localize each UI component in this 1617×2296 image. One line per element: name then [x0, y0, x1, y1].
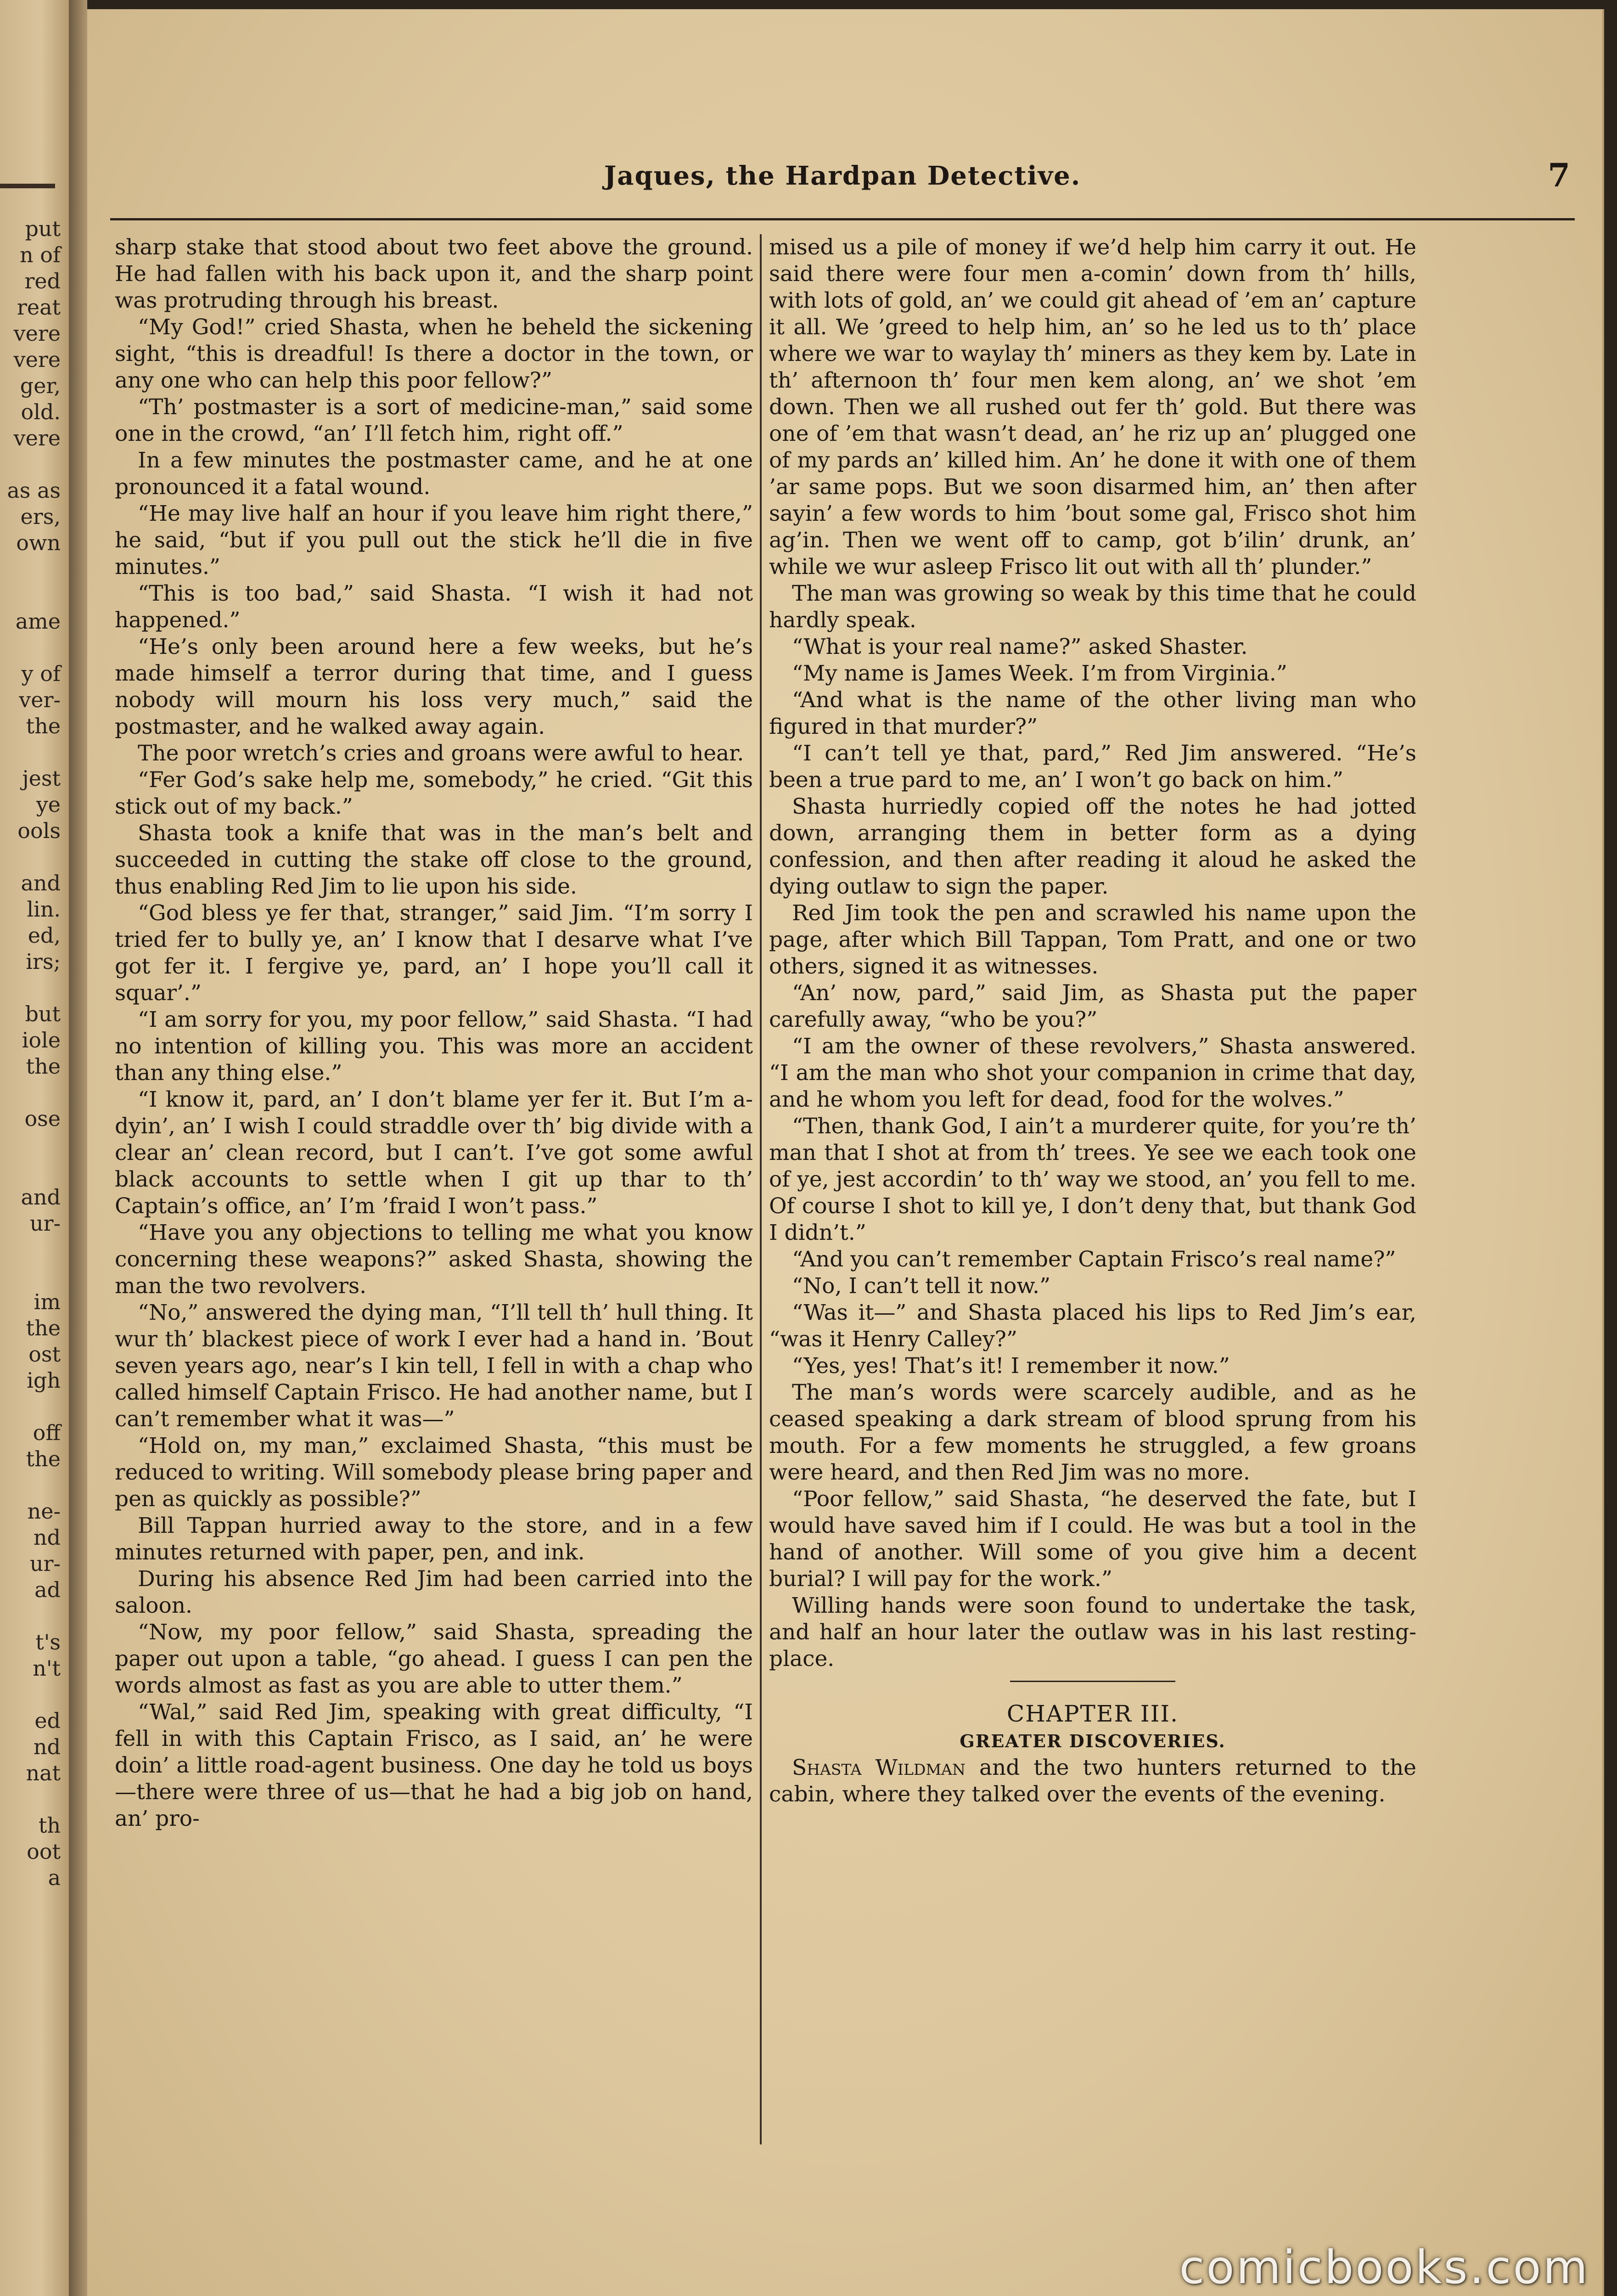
- left_column-paragraph: “God bless ye fer that, stranger,” said Jim. “I’m sorry I tried fer to bully ye, an’ I know that I desarve what I’ve got fer it. I fergive ye, pard, an’ I hope you’ll call it squar’.”: [115, 900, 753, 1006]
- right_column-paragraph: “Poor fellow,” said Shasta, “he deserved the fate, but I would have saved him if I could. He was but a tool in the hand of another. Will some of you give him a decent burial? I will pay for the work.”: [769, 1486, 1416, 1592]
- right_column-paragraph: mised us a pile of money if we’d help him carry it out. He said there were four men a-comin’ down from th’ hills, with lots of gold, an’ we could git ahead of ’em an’ capture it all. We ’greed to help him, an’ so he led us to th’ place where we war to waylay th’ miners as they kem by. Late in th’ afternoon th’ four men kem along, an’ we shot ’em down. Then we all rushed out fer th’ gold. But there was one of ’em that wasn’t dead, an’ he riz up an’ plugged one of my pards an’ killed him. An’ he done it with one of them ’ar same pops. But we soon disarmed him, an’ then after sayin’ a few words to him ’bout some gal, Frisco shot him ag’in. Then we went off to camp, got b’ilin’ drunk, an’ while we wur asleep Frisco lit out with all th’ plunder.”: [769, 235, 1416, 580]
- facing-page-fragment: n't: [33, 1656, 61, 1681]
- facing-page-fragment: ed: [34, 1708, 61, 1733]
- facing-page-fragment: put: [25, 216, 61, 241]
- running-title: Jaques, the Hardpan Detective.: [604, 161, 1081, 191]
- header-rule: [110, 218, 1575, 220]
- facing-page-fragment: nat: [26, 1761, 61, 1785]
- chapter-rule: [1010, 1681, 1175, 1682]
- left_column-paragraph: “Now, my poor fellow,” said Shasta, spreading the paper out upon a table, “go ahead. I guess I can pen the words almost as fast as you are able to utter them.”: [115, 1620, 753, 1698]
- facing-page-fragment: the: [26, 1446, 61, 1471]
- facing-page-fragment: a: [48, 1865, 61, 1890]
- facing-page-fragment: igh: [27, 1368, 61, 1393]
- facing-page-fragment: ose: [24, 1106, 61, 1131]
- facing-page-fragment: [0, 635, 61, 661]
- facing-page-fragment: own: [16, 530, 61, 555]
- facing-page-fragment: ers,: [20, 504, 61, 529]
- right_column-paragraph: “No, I can’t tell it now.”: [792, 1273, 1050, 1299]
- facing-page-fragment: ne-: [27, 1499, 61, 1524]
- facing-page-fragment: t's: [35, 1630, 61, 1654]
- left-column: [115, 234, 753, 2140]
- left_column-paragraph: Bill Tappan hurried away to the store, and in a few minutes returned with paper, pen, and ink.: [115, 1513, 753, 1565]
- facing-page-fragment: [0, 1263, 61, 1289]
- left_column-paragraph: “Th’ postmaster is a sort of medicine-man,” said some one in the crowd, “an’ I’ll fetch him, right off.”: [115, 394, 753, 446]
- left_column-paragraph: During his absence Red Jim had been carried into the saloon.: [115, 1566, 753, 1618]
- facing-page-fragment: [0, 1682, 61, 1708]
- right_column-paragraph: “And you can’t remember Captain Frisco’s real name?”: [792, 1247, 1396, 1272]
- facing-page-fragment: n of: [20, 242, 61, 267]
- right_column-paragraph: “Was it—” and Shasta placed his lips to Red Jim’s ear, “was it Henry Calley?”: [769, 1300, 1416, 1352]
- facing-page-fragment: [0, 1394, 61, 1420]
- facing-page-fragment: and: [21, 871, 61, 895]
- chapter-heading: CHAPTER III.: [1006, 1700, 1179, 1727]
- facing-page-fragment: and: [21, 1185, 61, 1210]
- facing-page-fragment: vere: [13, 321, 61, 346]
- facing-page-fragment: ost: [28, 1342, 61, 1367]
- facing-page-fragment: jest: [22, 766, 61, 791]
- facing-page-fragment: [0, 582, 61, 608]
- right_column-paragraph: Shasta hurriedly copied off the notes he had jotted down, arranging them in better form as a dying confession, and then after reading it aloud he asked the dying outlaw to sign the paper.: [769, 794, 1416, 899]
- facing-page-fragment: [0, 1158, 61, 1184]
- right_column-paragraph: “Yes, yes! That’s it! I remember it now.”: [792, 1353, 1230, 1379]
- facing-page-fragment: old.: [21, 400, 61, 424]
- facing-page-fragment: the: [26, 1316, 61, 1340]
- facing-page-fragment: [0, 1472, 61, 1498]
- facing-page-fragment: iole: [22, 1028, 61, 1052]
- facing-page-fragment: reat: [17, 295, 61, 320]
- facing-page-fragment: ed,: [28, 923, 61, 948]
- left_column-paragraph: “Wal,” said Red Jim, speaking with great difficulty, “I fell in with this Captain Frisco, as I said, an’ he were doin’ a little road-agent business. One day he told us boys—there were three of us—that he had a big job on hand, an’ pro-: [115, 1699, 753, 1831]
- right_column-paragraph: The man’s words were scarcely audible, and as he ceased speaking a dark stream of blood sprung from his mouth. For a few moments he struggled, a few groans were heard, and then Red Jim was no more.: [769, 1380, 1416, 1485]
- running-header: [110, 156, 1575, 211]
- left_column-paragraph: “I know it, pard, an’ I don’t blame yer fer it. But I’m a-dyin’, an’ I wish I could straddle over th’ big divide with a clear an’ clean record, but I can’t. I’ve got some awful black accounts to settle when I git up thar to th’ Captain’s office, an’ I’m ’fraid I won’t pass.”: [115, 1087, 753, 1219]
- facing-page-fragment: [0, 1080, 61, 1106]
- left_column-paragraph: “Fer God’s sake help me, somebody,” he cried. “Git this stick out of my back.”: [115, 767, 753, 819]
- chapter-opening-paragraph: [769, 1755, 1416, 1808]
- site-watermark: comicbooks.com: [1179, 2240, 1589, 2294]
- binding-gutter: [69, 0, 87, 2296]
- left_column-paragraph: “My God!” cried Shasta, when he beheld the sickening sight, “this is dreadful! Is there a doctor in the town, or any one who can help this poor fellow?”: [115, 315, 753, 393]
- left_column-paragraph: “He’s only been around here a few weeks, but he’s made himself a terror during that time, and I guess nobody will mourn his loss very much,” said the postmaster, and he walked away again.: [115, 634, 753, 739]
- left_column-paragraph: “Have you any objections to telling me what you know concerning these weapons?” asked Shasta, showing the man the two revolvers.: [115, 1220, 753, 1299]
- facing-page-fragment: off: [33, 1420, 61, 1445]
- facing-page-fragment: the: [26, 714, 61, 738]
- facing-page-fragment: th: [38, 1813, 61, 1838]
- facing-page-fragment: nd: [33, 1525, 61, 1550]
- facing-page-fragment: as as: [7, 478, 61, 503]
- left_column-paragraph: “This is too bad,” said Shasta. “I wish it had not happened.”: [115, 581, 753, 633]
- chapter-subheading: GREATER DISCOVERIES.: [960, 1731, 1226, 1751]
- facing-page-fragment: nd: [33, 1734, 61, 1759]
- facing-page-fragment: ad: [34, 1577, 61, 1602]
- facing-page-left: [0, 0, 69, 2296]
- facing-page-fragments: [0, 216, 61, 1891]
- facing-page-fragment: [0, 1603, 61, 1629]
- right_column-paragraph: “An’ now, pard,” said Jim, as Shasta put the paper carefully away, “who be you?”: [769, 980, 1416, 1032]
- facing-page-fragment: ur-: [29, 1551, 61, 1576]
- facing-page-fragment: ye: [36, 792, 61, 817]
- facing-page-fragment: irs;: [26, 949, 61, 974]
- left_column-paragraph: “No,” answered the dying man, “I’ll tell th’ hull thing. It wur th’ blackest piece of work I ever had a hand in. ’Bout seven years ago, near’s I kin tell, I fell in with a chap who called himself Captain Frisco. He had another name, but I can’t remember what it was—”: [115, 1300, 753, 1432]
- left_column-paragraph: “Hold on, my man,” exclaimed Shasta, “this must be reduced to writing. Will somebody please bring paper and pen as quickly as possible?”: [115, 1433, 753, 1512]
- chapter-opening-text: and the two hunters returned to the cabin, where they talked over the events of the evening.: [769, 1755, 1416, 1807]
- facing-page-fragment: [0, 975, 61, 1001]
- facing-page-fragment: [0, 451, 61, 478]
- left_column-paragraph: The poor wretch’s cries and groans were awful to hear.: [138, 741, 744, 766]
- right_column-paragraph: The man was growing so weak by this time that he could hardly speak.: [769, 581, 1416, 633]
- right-column: [769, 234, 1416, 2140]
- facing-page-fragment: vere: [13, 426, 61, 450]
- left_column-paragraph: In a few minutes the postmaster came, and he at one pronounced it a fatal wound.: [115, 448, 753, 500]
- facing-page-fragment: red: [24, 269, 61, 293]
- right_column-paragraph: “And what is the name of the other living man who figured in that murder?”: [769, 687, 1416, 739]
- page-number: 7: [1548, 156, 1570, 194]
- left_column-paragraph: “He may live half an hour if you leave him right there,” he said, “but if you pull out the stick he’ll die in five minutes.”: [115, 501, 753, 580]
- facing-page-fragment: y of: [21, 661, 61, 686]
- right_column-paragraph: “I can’t tell ye that, pard,” Red Jim answered. “He’s been a true pard to me, an’ I won’t go back on him.”: [769, 741, 1416, 793]
- right-column-paragraphs: [769, 234, 1416, 1672]
- left_column-paragraph: sharp stake that stood about two feet above the ground. He had fallen with his back upon it, and the sharp point was protruding through his breast.: [115, 235, 753, 313]
- facing-page-fragment: [0, 844, 61, 870]
- right_column-paragraph: “My name is James Week. I’m from Virginia.”: [792, 661, 1287, 686]
- column-divider: [760, 234, 762, 2144]
- facing-page-fragment: [0, 1132, 61, 1158]
- right_column-paragraph: Willing hands were soon found to undertake the task, and half an hour later the outlaw was in his last resting-place.: [769, 1593, 1416, 1671]
- facing-page-fragment: [0, 556, 61, 582]
- facing-page-fragment: the: [26, 1054, 61, 1079]
- left_column-paragraph: Shasta took a knife that was in the man’s belt and succeeded in cutting the stake off close to the ground, thus enabling Red Jim to lie upon his side.: [115, 821, 753, 899]
- facing-page-fragment: ger,: [20, 373, 61, 398]
- facing-page-fragment: im: [34, 1289, 61, 1314]
- facing-page-fragment: vere: [13, 347, 61, 372]
- chapter-opening-lead: Shasta Wildman: [792, 1755, 966, 1780]
- right_column-paragraph: “What is your real name?” asked Shaster.: [792, 634, 1248, 659]
- facing-page-rule: [0, 184, 55, 188]
- left_column-paragraph: “I am sorry for you, my poor fellow,” said Shasta. “I had no intention of killing you. This was more an accident than any thing else.”: [115, 1007, 753, 1086]
- facing-page-fragment: ver-: [19, 687, 61, 712]
- facing-page-fragment: ools: [17, 818, 61, 843]
- facing-page-fragment: [0, 739, 61, 765]
- facing-page-fragment: [0, 1786, 61, 1812]
- right_column-paragraph: Red Jim took the pen and scrawled his name upon the page, after which Bill Tappan, Tom Pratt, and one or two others, signed it as witnesses.: [769, 900, 1416, 979]
- facing-page-fragment: ur-: [29, 1211, 61, 1236]
- facing-page-fragment: ame: [15, 609, 61, 634]
- facing-page-fragment: [0, 1237, 61, 1263]
- newspaper-page: [87, 9, 1604, 2296]
- facing-page-fragment: but: [25, 1002, 61, 1026]
- right_column-paragraph: “I am the owner of these revolvers,” Shasta answered. “I am the man who shot your companion in crime that day, and he whom you left for dead, food for the wolves.”: [769, 1034, 1416, 1112]
- facing-page-fragment: oot: [27, 1839, 61, 1864]
- right_column-paragraph: “Then, thank God, I ain’t a murderer quite, for you’re th’ man that I shot at from th’ trees. Ye see we each took one of ye, jest accordin’ to th’ way we stood, an’ you fell to me. Of course I shot to kill ye, I don’t deny that, but thank God I didn’t.”: [769, 1114, 1416, 1245]
- facing-page-fragment: lin.: [27, 897, 61, 922]
